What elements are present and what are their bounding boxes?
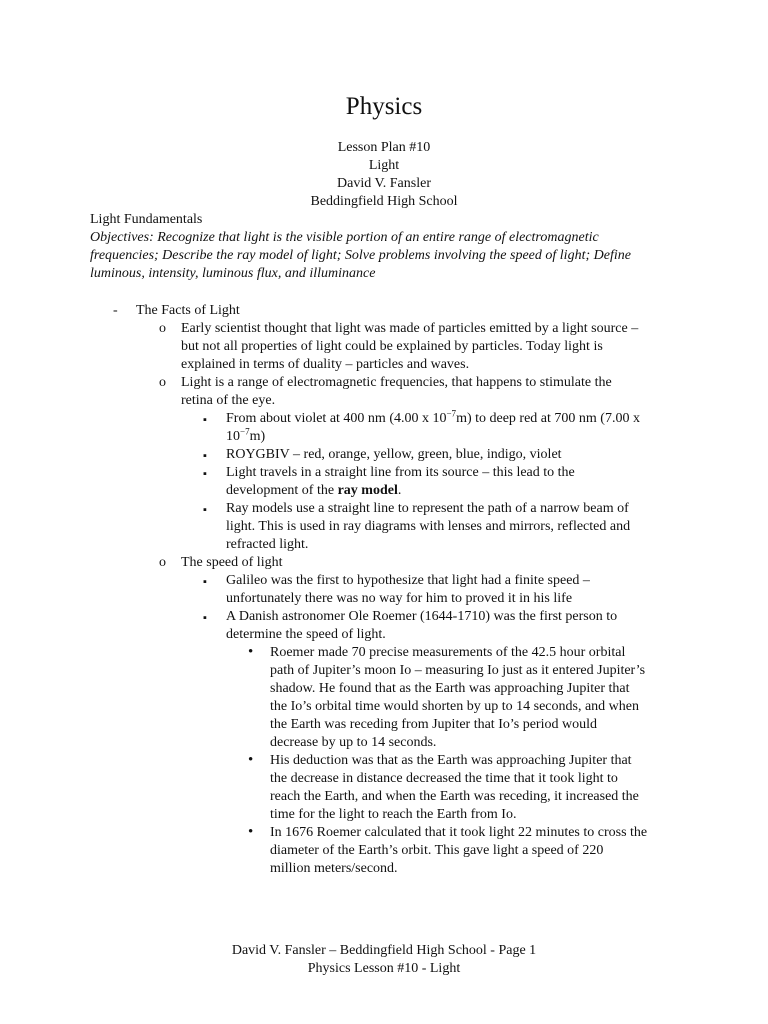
page-footer: [0, 942, 768, 978]
outline-line: reach the Earth, and when the Earth was receding, it increased the: [270, 789, 639, 804]
outline-line: but not all properties of light could be explained by particles. Today light is: [181, 339, 603, 354]
dot-bullet: •: [248, 644, 254, 660]
outline-line: retina of the eye.: [181, 393, 276, 408]
outline-line: Light travels in a straight line from its source – this lead to the: [226, 465, 575, 480]
footer-line: Physics Lesson #10 - Light: [307, 961, 461, 976]
section-heading: Light Fundamentals: [90, 212, 203, 227]
dash-marker: -: [113, 303, 118, 318]
outline-line: A Danish astronomer Ole Roemer (1644-1710) was the first person to: [226, 609, 618, 624]
outline-line: time for the light to reach the Earth from Io.: [270, 807, 517, 822]
bold-term: ray model: [337, 483, 398, 498]
outline-line: Ray models use a straight line to represent the path of a narrow beam of: [226, 501, 629, 516]
outline-line: shadow. He found that as the Earth was approaching Jupiter that: [270, 681, 630, 696]
text-span: .: [397, 483, 402, 498]
square-bullet: ▪: [203, 450, 207, 462]
outline-line: In 1676 Roemer calculated that it took light 22 minutes to cross the: [270, 825, 648, 840]
outline-line: unfortunately there was no way for him to proved it in his life: [226, 591, 573, 606]
outline-line: light. This is used in ray diagrams with lenses and mirrors, reflected and: [226, 519, 631, 534]
circle-bullet: o: [159, 375, 166, 390]
outline-line: Early scientist thought that light was made of particles emitted by a light source –: [181, 321, 639, 336]
objectives-line: luminous, intensity, luminous flux, and illuminance: [90, 266, 376, 281]
outline-line: ROYGBIV – red, orange, yellow, green, blue, indigo, violet: [226, 447, 562, 462]
circle-bullet: o: [159, 555, 166, 570]
outline-line: path of Jupiter’s moon Io – measuring Io just as it entered Jupiter’s: [270, 663, 646, 678]
outline-line: His deduction was that as the Earth was approaching Jupiter that: [270, 753, 632, 768]
outline-line: diameter of the Earth’s orbit. This gave light a speed of 220: [270, 843, 604, 858]
text-span: m): [249, 429, 266, 444]
footer-line: David V. Fansler – Beddingfield High School - Page 1: [231, 943, 537, 958]
outline-line: refracted light.: [226, 537, 309, 552]
text-span: From about violet at 400 nm (4.00 x 10: [226, 411, 447, 426]
square-bullet: ▪: [203, 414, 207, 426]
outline-line: determine the speed of light.: [226, 627, 386, 642]
lesson-number: Lesson Plan #10: [337, 140, 431, 155]
school-name: Beddingfield High School: [310, 194, 458, 209]
outline-line: Galileo was the first to hypothesize that light had a finite speed –: [226, 573, 590, 588]
outline-line: the Earth was receding from Jupiter that Io’s period would: [270, 717, 597, 732]
section-intro: [90, 211, 690, 283]
exponent: −7: [446, 408, 457, 419]
lesson-header: [0, 139, 768, 211]
outline-line-ray-model: [226, 482, 401, 500]
outline-line: million meters/second.: [270, 861, 398, 876]
dot-bullet: •: [248, 752, 254, 768]
text-span: development of the: [226, 483, 338, 498]
square-bullet: ▪: [203, 504, 207, 516]
outline-line: decrease by up to 14 seconds.: [270, 735, 437, 750]
square-bullet: ▪: [203, 468, 207, 480]
lesson-topic: Light: [368, 158, 400, 173]
circle-bullet: o: [159, 321, 166, 336]
objectives-line: Objectives: Recognize that light is the visible portion of an entire range of electromagnetic: [90, 230, 599, 245]
author-name: David V. Fansler: [337, 176, 431, 191]
outline-line: the Io’s orbital time would shorten by up to 14 seconds, and when: [270, 699, 639, 714]
square-bullet: ▪: [203, 576, 207, 588]
outline-line: Roemer made 70 precise measurements of the 42.5 hour orbital: [270, 645, 626, 660]
objectives-line: frequencies; Describe the ray model of light; Solve problems involving the speed of light; Define: [90, 248, 631, 263]
exponent: −7: [240, 426, 250, 437]
outline-heading-speed: The speed of light: [181, 555, 283, 570]
square-bullet: ▪: [203, 612, 207, 624]
outline-line-wavelength: [226, 410, 640, 428]
text-span: m) to deep red at 700 nm (7.00 x: [456, 411, 640, 426]
outline-line: explained in terms of duality – particles and waves.: [181, 357, 470, 372]
outline-line: the decrease in distance decreased the time that it took light to: [270, 771, 618, 786]
dot-bullet: •: [248, 824, 254, 840]
outline-line-wavelength-cont: [226, 428, 265, 446]
page-title: Physics: [345, 93, 423, 120]
outline-heading-facts: The Facts of Light: [136, 303, 240, 318]
outline-line: Light is a range of electromagnetic frequencies, that happens to stimulate the: [181, 375, 612, 390]
text-span: 10: [226, 429, 240, 444]
